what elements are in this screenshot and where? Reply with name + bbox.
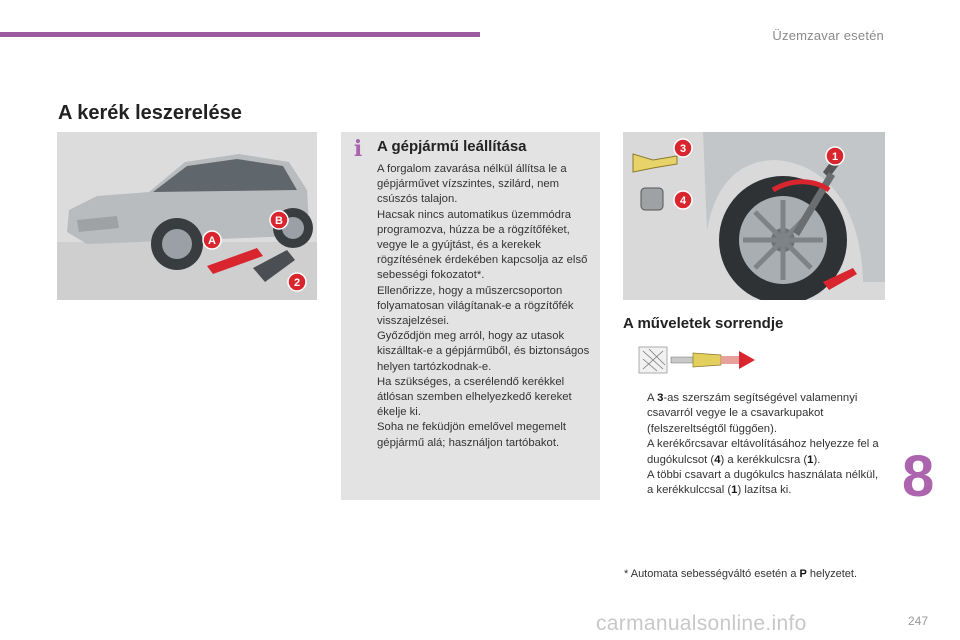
footnote: * Automata sebességváltó esetén a P helyzetet. [624, 568, 857, 580]
watermark: carmanualsonline.info [596, 612, 807, 635]
svg-text:1: 1 [831, 151, 839, 163]
callout-4 [674, 191, 692, 209]
car-illustration [57, 132, 317, 300]
tools-sequence-illustration [635, 343, 760, 378]
info-icon: i [353, 136, 363, 162]
list-item: A kerékőrcsavar eltávolításához helyezze fel a dugókulcsot (4) a kerékkulcsra (1). [647, 438, 879, 466]
svg-text:B: B [275, 215, 283, 227]
page-number: 247 [908, 614, 929, 628]
section-title: A kerék leszerelése [58, 102, 242, 124]
info-paragraph: Győződjön meg arról, hogy az utasok kiszálltak-e a gépjárműből, és biztonságos helyen tartózkodnak-e. [377, 330, 590, 373]
chapter-color-bar [0, 32, 480, 37]
callout-b [270, 211, 288, 229]
info-paragraph: A forgalom zavarása nélkül állítsa le a gépjárművet vízszintes, szilárd, nem csúszós talajon. [377, 163, 567, 206]
info-box [341, 132, 600, 500]
info-paragraph: Ha szükséges, a cserélendő kerékkel átlósan szemben elhelyezkedő kereket ékelje ki. [377, 375, 572, 419]
list-item: A többi csavart a dugókulcs használata nélkül, a kerékkulccsal (1) lazítsa ki. [647, 469, 879, 497]
operations-steps [627, 391, 885, 499]
info-paragraph: Hacsak nincs automatikus üzemmódra programozva, húzza be a rögzítőféket, vegye le a gyújtást, és a kerekek rögzítésének érdekében kapcsolja az első sebességi fokozatot*. [377, 208, 588, 282]
callout-a [203, 231, 221, 249]
svg-text:4: 4 [679, 195, 687, 207]
callout-2 [288, 273, 306, 291]
info-paragraph: Ellenőrizze, hogy a műszercsoporton folyamatosan világítanak-e a rögzítőfék visszajelzései. [377, 284, 574, 328]
list-item: A 3-as szerszám segítségével valamennyi csavarról vegye le a csavarkupakot (felszereltségtől függően). [647, 392, 858, 435]
callout-1 [826, 147, 844, 165]
svg-text:2: 2 [293, 277, 301, 289]
info-paragraph: Soha ne feküdjön emelővel megemelt gépjármű alá; használjon tartóbakot. [377, 421, 567, 449]
svg-text:3: 3 [679, 143, 687, 155]
wheel-illustration [623, 132, 885, 300]
svg-text:A: A [208, 235, 216, 247]
chapter-title: Üzemzavar esetén [772, 28, 884, 43]
operations-title: A műveletek sorrendje [623, 315, 784, 332]
chapter-number: 8 [902, 444, 935, 509]
callout-3 [674, 139, 692, 157]
info-box-body [377, 162, 595, 451]
info-box-title: A gépjármű leállítása [377, 138, 527, 155]
